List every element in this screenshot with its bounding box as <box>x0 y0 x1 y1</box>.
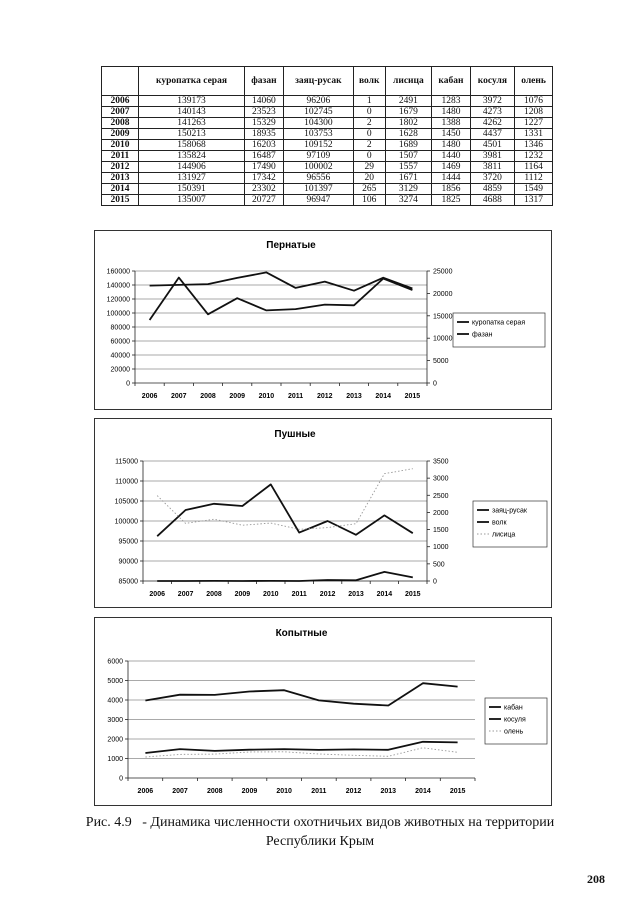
x-tick-label: 2007 <box>177 591 194 598</box>
table-year-cell: 2014 <box>102 184 139 195</box>
x-tick-label: 2011 <box>311 788 327 795</box>
legend-label: олень <box>504 728 524 736</box>
x-tick-label: 2006 <box>149 591 165 598</box>
table-cell: 1232 <box>515 151 553 162</box>
table-cell: 1346 <box>515 140 553 151</box>
y-right-tick-label: 500 <box>433 561 445 569</box>
table-row <box>102 151 553 162</box>
table-header-cell: кабан <box>432 67 470 96</box>
x-tick-label: 2010 <box>263 591 279 598</box>
y-tick-label: 140000 <box>106 282 130 290</box>
legend-label: волк <box>492 519 507 527</box>
legend-label: кабан <box>504 704 523 712</box>
x-tick-label: 2012 <box>319 591 336 598</box>
y-tick-label: 160000 <box>106 268 130 276</box>
x-tick-label: 2014 <box>415 788 431 795</box>
y-right-tick-label: 5000 <box>433 358 449 366</box>
table-cell: 2 <box>353 118 385 129</box>
table-year-cell: 2009 <box>102 129 139 140</box>
x-tick-label: 2012 <box>317 393 333 400</box>
table-cell: 1208 <box>515 107 553 118</box>
table-year-cell: 2011 <box>102 151 139 162</box>
table-cell: 1164 <box>515 162 553 173</box>
table-cell: 4437 <box>470 129 514 140</box>
table-year-cell: 2010 <box>102 140 139 151</box>
table-row <box>102 184 553 195</box>
y-tick-label: 95000 <box>118 538 138 546</box>
figure-caption <box>0 813 640 851</box>
table-cell: 18935 <box>245 129 284 140</box>
table-cell: 1480 <box>432 107 470 118</box>
table-cell: 1557 <box>385 162 432 173</box>
table-cell: 1317 <box>515 195 553 206</box>
table-cell: 101397 <box>283 184 353 195</box>
table-cell: 1671 <box>385 173 432 184</box>
table-cell: 1689 <box>385 140 432 151</box>
table-cell: 1440 <box>432 151 470 162</box>
x-tick-label: 2011 <box>288 393 304 400</box>
y-tick-label: 20000 <box>110 366 130 374</box>
y-tick-label: 3000 <box>107 717 123 724</box>
table-cell: 135007 <box>139 195 245 206</box>
table-cell: 20 <box>353 173 385 184</box>
chart-title: Пушные <box>274 429 316 440</box>
table-row <box>102 96 553 107</box>
table-cell: 158068 <box>139 140 245 151</box>
x-tick-label: 2008 <box>206 591 222 598</box>
table-cell: 1549 <box>515 184 553 195</box>
table-row <box>102 162 553 173</box>
table-header-cell: куропатка серая <box>139 67 245 96</box>
x-tick-label: 2011 <box>291 591 307 598</box>
table-cell: 4859 <box>470 184 514 195</box>
y-tick-label: 115000 <box>115 458 138 466</box>
table-year-cell: 2006 <box>102 96 139 107</box>
series-line-2 <box>157 572 413 581</box>
table-cell: 4688 <box>470 195 514 206</box>
y-tick-label: 2000 <box>107 736 123 744</box>
y-tick-label: 5000 <box>107 678 123 685</box>
x-tick-label: 2007 <box>172 788 188 795</box>
table-cell: 3720 <box>470 173 514 184</box>
table-cell: 1802 <box>385 118 432 129</box>
table-cell: 102745 <box>283 107 353 118</box>
table-cell: 1227 <box>515 118 553 129</box>
y-right-tick-label: 10000 <box>433 335 453 343</box>
table-cell: 3981 <box>470 151 514 162</box>
page-number: 208 <box>587 872 605 886</box>
table-cell: 1856 <box>432 184 470 195</box>
y-tick-label: 80000 <box>110 324 130 332</box>
y-tick-label: 6000 <box>107 658 123 666</box>
y-right-tick-label: 1000 <box>433 544 449 552</box>
table-row <box>102 107 553 118</box>
table-cell: 139173 <box>139 96 245 107</box>
legend-label: фазан <box>472 331 493 339</box>
chart-pushnye <box>94 418 552 608</box>
y-tick-label: 120000 <box>106 296 130 304</box>
legend-label: лисица <box>492 531 516 539</box>
table-cell: 20727 <box>245 195 284 206</box>
x-tick-label: 2015 <box>405 591 421 598</box>
y-right-tick-label: 2500 <box>433 492 449 500</box>
chart-title: Копытные <box>275 628 328 639</box>
table-cell: 3129 <box>385 184 432 195</box>
y-tick-label: 0 <box>126 380 130 388</box>
y-tick-label: 60000 <box>110 338 130 346</box>
table-year-cell: 2012 <box>102 162 139 173</box>
table-cell: 97109 <box>283 151 353 162</box>
table-cell: 1480 <box>432 140 470 151</box>
table-header-cell <box>102 67 139 96</box>
table-cell: 4501 <box>470 140 514 151</box>
table-header-cell: фазан <box>245 67 284 96</box>
table-year-cell: 2007 <box>102 107 139 118</box>
y-right-tick-label: 20000 <box>433 290 453 298</box>
caption-line-1: Рис. 4.9 - Динамика численности охотничьих видов животных на территории <box>85 815 555 830</box>
x-tick-label: 2009 <box>234 591 251 598</box>
table-cell: 1076 <box>515 96 553 107</box>
table-cell: 23523 <box>245 107 284 118</box>
x-tick-label: 2015 <box>404 393 421 400</box>
table-cell: 109152 <box>283 140 353 151</box>
legend-box <box>453 313 545 347</box>
table-cell: 96206 <box>283 96 353 107</box>
table-cell: 1388 <box>432 118 470 129</box>
table-cell: 16203 <box>245 140 284 151</box>
y-tick-label: 1000 <box>107 756 123 763</box>
series-line-1 <box>145 742 457 753</box>
table-cell: 150213 <box>139 129 245 140</box>
table-cell: 16487 <box>245 151 284 162</box>
table-row <box>102 129 553 140</box>
table-cell: 96556 <box>283 173 353 184</box>
table-header-cell: косуля <box>470 67 514 96</box>
x-tick-label: 2010 <box>258 393 275 400</box>
y-tick-label: 40000 <box>110 352 130 360</box>
x-tick-label: 2006 <box>141 393 158 400</box>
y-tick-label: 90000 <box>118 558 138 566</box>
x-tick-label: 2010 <box>276 788 292 795</box>
table-cell: 1112 <box>515 173 553 184</box>
y-right-tick-label: 0 <box>433 578 437 586</box>
y-right-tick-label: 25000 <box>433 268 453 276</box>
x-tick-label: 2008 <box>206 788 223 795</box>
table-row <box>102 195 553 206</box>
table-year-cell: 2008 <box>102 118 139 129</box>
chart-pernatye <box>94 230 552 410</box>
y-tick-label: 105000 <box>114 498 138 506</box>
table-cell: 104300 <box>283 118 353 129</box>
table-cell: 103753 <box>283 129 353 140</box>
y-right-tick-label: 3000 <box>433 475 449 483</box>
data-table <box>101 66 553 206</box>
chart-kopytnye <box>94 617 552 806</box>
table-cell: 4262 <box>470 118 514 129</box>
table-cell: 1450 <box>432 129 470 140</box>
table-year-cell: 2015 <box>102 195 139 206</box>
table-header-cell: заяц-русак <box>283 67 353 96</box>
legend-label: куропатка серая <box>472 319 526 327</box>
y-tick-label: 110000 <box>115 478 138 486</box>
x-tick-label: 2012 <box>345 788 362 795</box>
table-cell: 17490 <box>245 162 284 173</box>
table-cell: 135824 <box>139 151 245 162</box>
table-cell: 1679 <box>385 107 432 118</box>
table-cell: 0 <box>353 107 385 118</box>
table-cell: 144906 <box>139 162 245 173</box>
table-cell: 1331 <box>515 129 553 140</box>
table-cell: 141263 <box>139 118 245 129</box>
x-tick-label: 2014 <box>376 591 393 598</box>
series-line-3 <box>157 469 413 530</box>
chart-title: Пернатые <box>266 240 316 251</box>
table-cell: 0 <box>353 151 385 162</box>
x-tick-label: 2008 <box>200 393 216 400</box>
table-cell: 106 <box>353 195 385 206</box>
y-tick-label: 85000 <box>118 578 138 586</box>
x-tick-label: 2013 <box>348 591 364 598</box>
table-cell: 17342 <box>245 173 284 184</box>
legend-label: косуля <box>504 716 526 724</box>
y-right-tick-label: 3500 <box>433 458 449 466</box>
y-right-tick-label: 1500 <box>433 527 449 535</box>
table-cell: 1444 <box>432 173 470 184</box>
table-year-cell: 2013 <box>102 173 139 184</box>
x-tick-label: 2015 <box>449 788 466 795</box>
table-cell: 1469 <box>432 162 470 173</box>
y-right-tick-label: 2000 <box>433 509 449 517</box>
y-right-tick-label: 0 <box>433 380 437 388</box>
x-tick-label: 2013 <box>380 788 397 795</box>
table-header-row <box>102 67 553 96</box>
table-cell: 100002 <box>283 162 353 173</box>
table-cell: 3972 <box>470 96 514 107</box>
table-row <box>102 140 553 151</box>
table-cell: 29 <box>353 162 385 173</box>
table-header-cell: олень <box>515 67 553 96</box>
table-header-cell: волк <box>353 67 385 96</box>
table-row <box>102 118 553 129</box>
y-tick-label: 4000 <box>107 697 123 705</box>
x-tick-label: 2013 <box>346 393 362 400</box>
y-tick-label: 100000 <box>114 518 138 526</box>
y-right-tick-label: 15000 <box>433 313 453 321</box>
table-cell: 2491 <box>385 96 432 107</box>
series-line-1 <box>157 484 413 536</box>
table-cell: 140143 <box>139 107 245 118</box>
series-line-2 <box>145 683 457 705</box>
table-cell: 23302 <box>245 184 284 195</box>
x-tick-label: 2014 <box>375 393 391 400</box>
table-cell: 14060 <box>245 96 284 107</box>
table-cell: 2 <box>353 140 385 151</box>
table-cell: 3811 <box>470 162 514 173</box>
table-row <box>102 173 553 184</box>
table-cell: 1825 <box>432 195 470 206</box>
y-tick-label: 100000 <box>106 310 130 318</box>
table-cell: 15329 <box>245 118 284 129</box>
table-cell: 96947 <box>283 195 353 206</box>
x-tick-label: 2009 <box>241 788 258 795</box>
x-tick-label: 2007 <box>171 393 187 400</box>
table-cell: 265 <box>353 184 385 195</box>
table-cell: 1 <box>353 96 385 107</box>
caption-line-2: Республики Крым <box>265 834 375 849</box>
table-header-cell: лисица <box>385 67 432 96</box>
table-cell: 1283 <box>432 96 470 107</box>
x-tick-label: 2009 <box>229 393 245 400</box>
table-cell: 0 <box>353 129 385 140</box>
table-cell: 4273 <box>470 107 514 118</box>
y-tick-label: 0 <box>119 775 123 783</box>
table-cell: 1628 <box>385 129 432 140</box>
table-cell: 3274 <box>385 195 432 206</box>
legend-label: заяц-русак <box>492 507 527 515</box>
table-cell: 150391 <box>139 184 245 195</box>
table-cell: 131927 <box>139 173 245 184</box>
table-cell: 1507 <box>385 151 432 162</box>
x-tick-label: 2006 <box>137 788 154 795</box>
